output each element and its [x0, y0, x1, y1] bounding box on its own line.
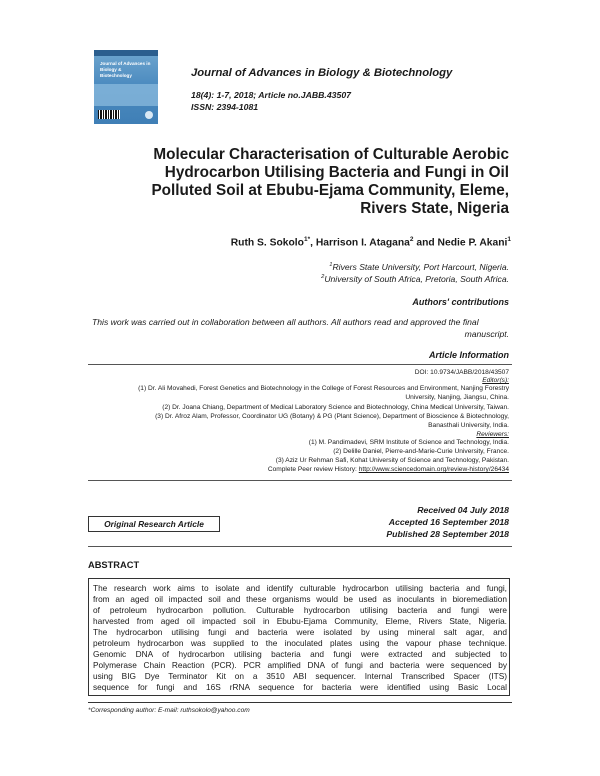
editor-line: Banasthali University, India.: [428, 422, 509, 429]
citation-line: 18(4): 1-7, 2018; Article no.JABB.43507: [191, 90, 351, 100]
paper-title-line: Molecular Characterisation of Culturable Aerobic: [153, 146, 509, 163]
reviewers-label: Reviewers:: [476, 431, 509, 438]
cover-title-line: Biology &: [100, 67, 122, 72]
journal-cover-image: [94, 50, 158, 124]
affiliation-text: University of South Africa, Pretoria, South Africa.: [324, 274, 509, 284]
affiliation: [321, 274, 509, 284]
reviewer-line: (2) Delille Daniel, Pierre-and-Marie-Curie University, France.: [333, 448, 509, 455]
divider: [88, 546, 512, 547]
paper-title-line: Rivers State, Nigeria: [360, 200, 509, 217]
contributions-heading: Authors' contributions: [412, 297, 509, 307]
corresponding-author-footnote: *Corresponding author: E-mail: ruthsokolo@yahoo.com: [88, 707, 250, 714]
contributions-text: manuscript.: [464, 329, 509, 339]
received-date: Received 04 July 2018: [417, 505, 509, 515]
editors-label: Editor(s):: [482, 377, 509, 384]
doi-line: DOI: 10.9734/JABB/2018/43507: [414, 369, 509, 376]
cover-top-strip: [94, 50, 158, 56]
author-name: Nedie P. Akani: [437, 237, 508, 249]
cover-title-line: Journal of Advances in: [100, 61, 151, 66]
paper-title-line: Polluted Soil at Ebubu-Ejama Community, Eleme,: [151, 182, 509, 199]
author-name: Ruth S. Sokolo: [230, 237, 304, 249]
accepted-date: Accepted 16 September 2018: [388, 517, 509, 527]
contributions-text: This work was carried out in collaboration between all authors. All authors read and approved the final: [92, 317, 479, 327]
abstract-line: The hydrocarbon utilising fungi and bacteria were isolated by using mineral salt agar, and: [93, 627, 507, 637]
abstract-line: Genomic DNA of hydrocarbon utilising bacteria and fungi were extracted and subjected to: [93, 649, 507, 659]
issn-line: ISSN: 2394-1081: [191, 102, 259, 112]
editor-line: (1) Dr. Ali Movahedi, Forest Genetics and Biotechnology in the College of Forest Resources and Environment, Nanjing Forestry: [138, 385, 509, 392]
author-separator: ,: [310, 237, 316, 249]
abstract-line: The research work aims to isolate and identify culturable hydrocarbon utilising bacteria and fungi,: [93, 583, 507, 593]
affiliation-text: Rivers State University, Port Harcourt, Nigeria.: [332, 262, 509, 272]
abstract-line: sequence for fungi and 16S rRNA sequence for bacteria were identified using Basic Local: [93, 682, 507, 692]
journal-name: Journal of Advances in Biology & Biotechnology: [191, 67, 453, 79]
editor-line: (2) Dr. Joana Chiang, Department of Medical Laboratory Science and Biotechnology, China Medical University, Taiwan.: [162, 404, 509, 411]
author-name: Harrison I. Atagana: [315, 237, 410, 249]
affiliation-sup: 2: [321, 274, 325, 281]
author-separator: and: [413, 237, 438, 249]
article-type-box: [88, 516, 220, 532]
reviewer-line: (1) M. Pandimadevi, SRM Institute of Science and Technology, India.: [308, 439, 509, 446]
footnote-divider: [88, 702, 512, 703]
abstract-line: from an aged oil impacted soil and these organisms would be used as inoculants in bioremediation: [93, 594, 507, 604]
published-date: Published 28 September 2018: [386, 529, 509, 539]
divider: [88, 364, 512, 365]
abstract-heading: ABSTRACT: [88, 560, 140, 570]
history-link[interactable]: http://www.sciencedomain.org/review-history/26434: [358, 466, 509, 473]
abstract-line: harvested from aged oil impacted soil in Ebubu-Ejama Community, Eleme, Rivers State, Nigeria.: [93, 616, 507, 626]
cover-band: [94, 84, 158, 106]
reviewer-line: (3) Aziz Ur Rehman Safi, Kohat University of Science and Technology, Pakistan.: [275, 457, 509, 464]
paper-title-line: Hydrocarbon Utilising Bacteria and Fungi in Oil: [164, 164, 509, 181]
abstract-line: of petroleum hydrocarbon pollution. Culturable hydrocarbon utilising bacteria and fungi were: [93, 605, 507, 615]
editor-line: (3) Dr. Afroz Alam, Professor, Coordinator UG (Botany) & PG (Plant Science), Department of Bioscience & Biotechnology,: [155, 413, 509, 420]
cover-title-line: Biotechnology: [100, 73, 132, 78]
cover-logo-icon: [145, 111, 153, 119]
editor-line: University, Nanjing, Jiangsu, China.: [405, 394, 509, 401]
divider: [88, 480, 512, 481]
article-info-heading: Article Information: [428, 350, 509, 360]
peer-review-history: [268, 466, 509, 473]
affiliation: [329, 262, 509, 272]
author-sup: 1*: [303, 236, 311, 243]
author-sup: 2: [409, 236, 414, 243]
abstract-line: Polymerase Chain Reaction (PCR). PCR amplified DNA of fungi and bacteria were sequenced by: [93, 660, 507, 670]
abstract-line: using BIG Dye Terminator Kit on a 3510 ABI sequencer. Internal Transcribed Spacer (ITS): [93, 671, 507, 681]
author-list: [231, 236, 511, 248]
cover-barcode-icon: [98, 110, 120, 119]
abstract-line: petroleum hydrocarbon was supplied to the inoculated plates using the vapour phase technique.: [93, 638, 507, 648]
affiliation-sup: 1: [329, 262, 333, 269]
history-label: Complete Peer review History:: [267, 466, 359, 473]
author-sup: 1: [507, 236, 511, 243]
article-type: Original Research Article: [104, 519, 204, 529]
